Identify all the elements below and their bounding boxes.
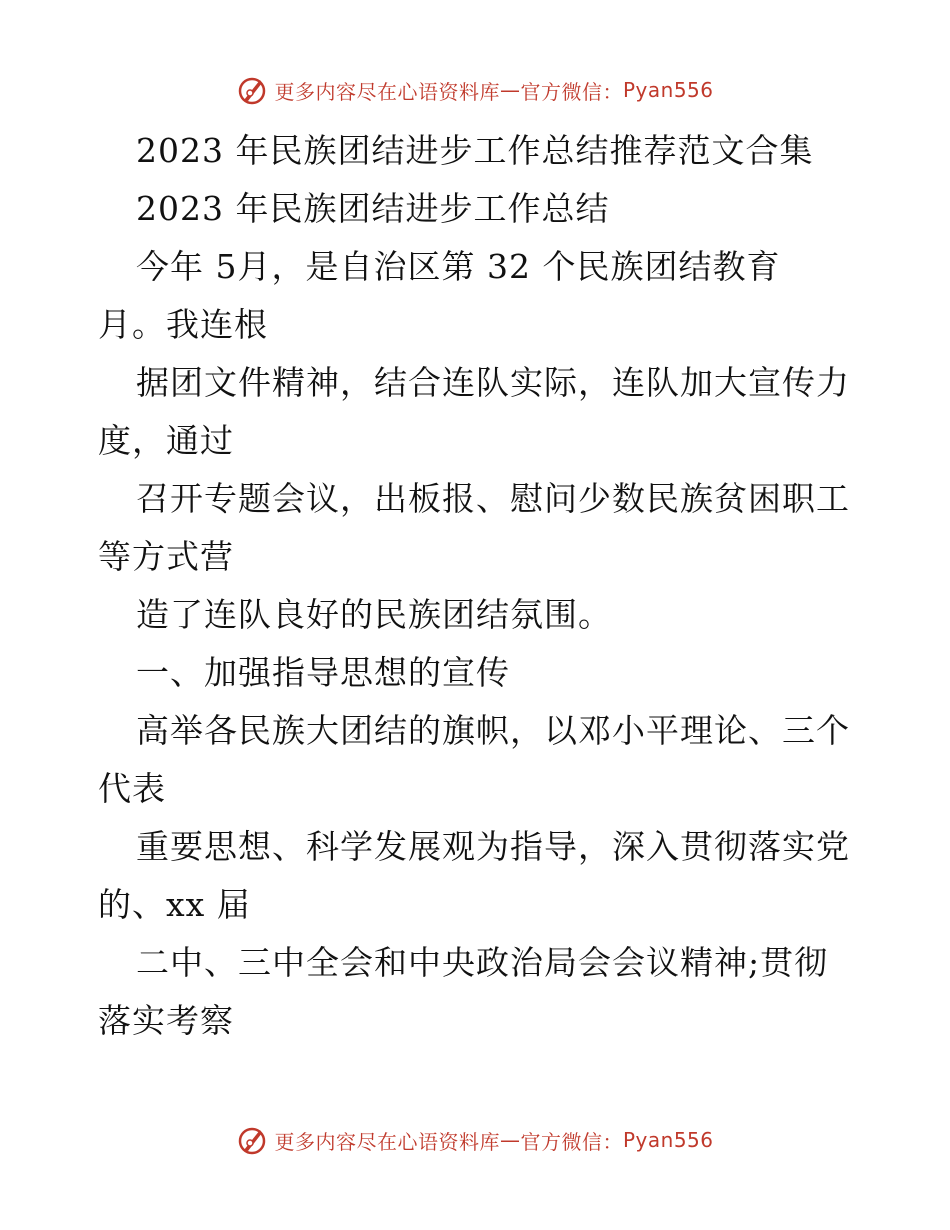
doc-line: 二中、三中全会和中央政治局会会议精神;贯彻 xyxy=(136,943,829,982)
banner-wechat-label: 官方微信： xyxy=(520,1129,623,1154)
doc-line: 落实考察 xyxy=(98,1001,234,1040)
quill-logo-icon xyxy=(236,1124,268,1156)
banner-wechat-id: Pyan556 xyxy=(622,1128,714,1152)
document-body xyxy=(98,122,858,1050)
banner-wechat-id: Pyan556 xyxy=(622,78,714,102)
banner-separator: — xyxy=(499,1128,521,1152)
section-heading: 一、加强指导思想的宣传 xyxy=(136,653,510,692)
doc-line: 据团文件精神，结合连队实际，连队加大宣传力 xyxy=(136,363,850,402)
banner-text: 更多内容尽在心语资料库 xyxy=(274,79,500,104)
doc-line: 等方式营 xyxy=(98,537,234,576)
quill-logo-icon xyxy=(236,74,268,106)
doc-line: 月。我连根 xyxy=(98,305,268,344)
header-banner xyxy=(0,70,950,110)
doc-title: 2023 年民族团结进步工作总结 xyxy=(136,189,610,228)
doc-line: 今年 5月，是自治区第 32 个民族团结教育 xyxy=(136,247,781,286)
banner-wechat-label: 官方微信： xyxy=(520,79,623,104)
doc-line: 高举各民族大团结的旗帜，以邓小平理论、三个 xyxy=(136,711,850,750)
doc-line: 造了连队良好的民族团结氛围。 xyxy=(136,595,612,634)
banner-text: 更多内容尽在心语资料库 xyxy=(274,1129,500,1154)
doc-line: 度，通过 xyxy=(98,421,234,460)
doc-line: 重要思想、科学发展观为指导，深入贯彻落实党 xyxy=(136,827,850,866)
doc-collection-title: 2023 年民族团结进步工作总结推荐范文合集 xyxy=(136,131,814,170)
footer-banner xyxy=(0,1120,950,1160)
banner-separator: — xyxy=(499,78,521,102)
doc-line: 的、xx 届 xyxy=(98,885,251,924)
doc-line: 召开专题会议，出板报、慰问少数民族贫困职工 xyxy=(136,479,850,518)
doc-line: 代表 xyxy=(98,769,166,808)
